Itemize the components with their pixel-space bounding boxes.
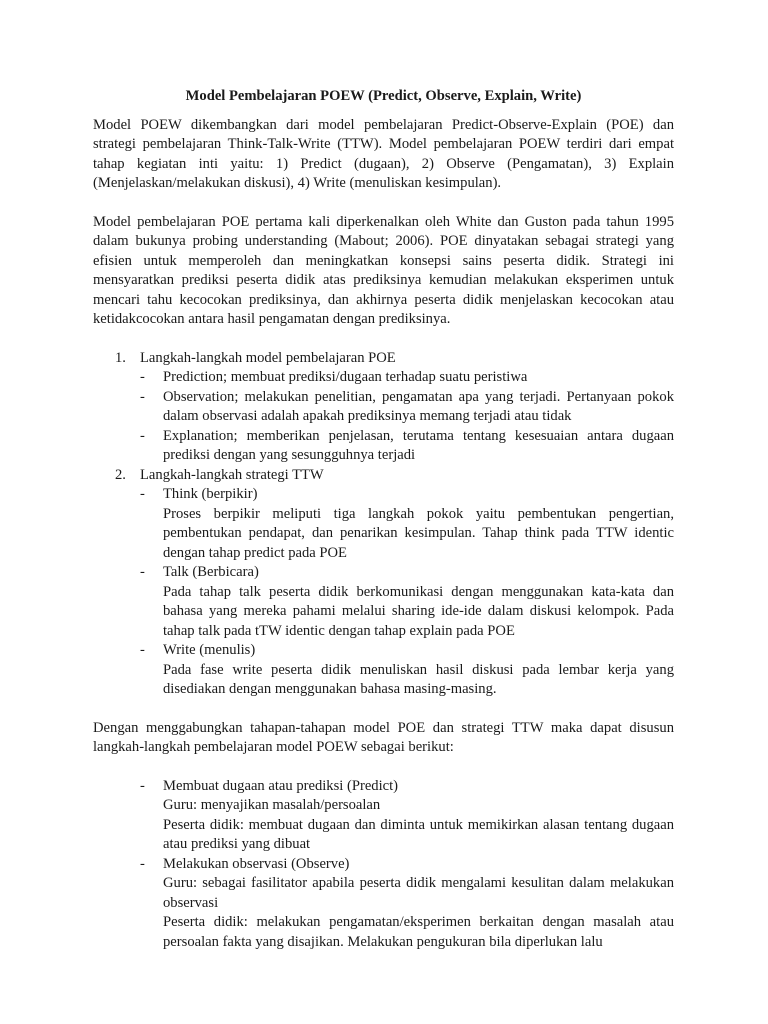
document-page: [93, 87, 674, 952]
ttw-steps-list: [140, 485, 674, 700]
dash-marker: -: [140, 642, 145, 658]
dash-marker: -: [140, 777, 145, 794]
teacher-role-text: Guru: menyajikan masalah/persoalan: [163, 797, 381, 813]
list-item-write: [140, 641, 674, 700]
list-item-think: [140, 485, 674, 563]
paragraph-poew-steps-intro: Dengan menggabungkan tahapan-tahapan model POE dan strategi TTW maka dapat disusun langkah-langkah pembelajaran model POEW sebagai berikut:: [93, 719, 674, 755]
list-item-prediction: [140, 368, 674, 388]
numbered-item-ttw-steps: [93, 466, 674, 700]
dash-marker: -: [140, 388, 145, 405]
student-role-text: Peserta didik: melakukan pengamatan/eksperimen berkaitan dengan masalah atau persoalan fakta yang disajikan. Melakukan pengukuran bila diperlukan lalu: [163, 914, 674, 950]
list-item-explanation: [140, 427, 674, 466]
list-item-text: Observation; melakukan penelitian, pengamatan apa yang terjadi. Pertanyaan pokok dalam observasi adalah apakah prediksinya memang terjadi atau tidak: [163, 388, 674, 424]
numbered-item-poe-steps: [93, 349, 674, 466]
list-item-observation: [140, 388, 674, 427]
list-heading: Langkah-langkah model pembelajaran POE: [140, 349, 396, 366]
poew-steps-list: [140, 777, 674, 953]
list-item-text: Prediction; membuat prediksi/dugaan terhadap suatu peristiwa: [163, 369, 528, 385]
list-heading: Langkah-langkah strategi TTW: [140, 466, 324, 483]
list-item-predict: [140, 777, 674, 855]
teacher-role-text: Guru: sebagai fasilitator apabila peserta didik mengalami kesulitan dalam melakukan observasi: [163, 875, 674, 911]
dash-marker: -: [140, 855, 145, 872]
paragraph-intro: Model POEW dikembangkan dari model pembelajaran Predict-Observe-Explain (POE) dan strategi pembelajaran Think-Talk-Write (TTW). Model pembelajaran POEW terdiri dari empat tahap kegiatan inti yaitu: 1) Predict (dugaan), 2) Observe (Pengamatan), 3) Explain (Menjelaskan/melakukan diskusi), 4) Write (menuliskan kesimpulan).: [93, 116, 674, 191]
list-item-label: Think (berpikir): [163, 486, 258, 502]
poe-steps-list: [140, 368, 674, 466]
list-item-label: Write (menulis): [163, 642, 256, 658]
dash-marker: -: [140, 369, 145, 385]
list-item-label: Talk (Berbicara): [163, 564, 259, 580]
document-title: Model Pembelajaran POEW (Predict, Observe, Explain, Write): [185, 88, 582, 104]
list-item-label: Melakukan observasi (Observe): [163, 855, 350, 872]
paragraph-poe-history: Model pembelajaran POE pertama kali diperkenalkan oleh White dan Guston pada tahun 1995 dalam bukunya probing understanding (Mabout; 2006). POE dinyatakan sebagai strategi yang efisien untuk memperoleh dan meningkatkan konsepsi sains peserta didik. Strategi ini mensyaratkan prediksi peserta didik atas prediksinya kemudian melakukan eksperimen untuk mencari tahu kecocokan prediksinya, dan akhirnya peserta didik menjelaskan kecocokan atau ketidakcocokan antara hasil pengamatan dengan prediksinya.: [93, 213, 674, 327]
list-item-description: Pada tahap talk peserta didik berkomunikasi dengan menggunakan kata-kata dan bahasa yang mereka pahami melalui sharing ide-ide dalam diskusi kelompok. Pada tahap talk pada tTW identic dengan tahap explain pada POE: [163, 583, 674, 639]
dash-marker: -: [140, 486, 145, 502]
list-item-description: Pada fase write peserta didik menuliskan hasil diskusi pada lembar kerja yang disediakan dengan menggunakan bahasa masing-masing.: [163, 661, 674, 697]
list-item-observe: [140, 855, 674, 953]
list-item-talk: [140, 563, 674, 641]
student-role-text: Peserta didik: membuat dugaan dan diminta untuk memikirkan alasan tentang dugaan atau prediksi yang dibuat: [163, 816, 674, 852]
list-item-label: Membuat dugaan atau prediksi (Predict): [163, 777, 399, 794]
list-item-text: Explanation; memberikan penjelasan, terutama tentang kesesuaian antara dugaan prediksi dengan yang sesungguhnya terjadi: [163, 427, 674, 463]
dash-marker: -: [140, 564, 145, 580]
dash-marker: -: [140, 427, 145, 444]
list-item-description: Proses berpikir meliputi tiga langkah pokok yaitu pembentukan pengertian, pembentukan pendapat, dan penarikan kesimpulan. Tahap think pada TTW identic dengan tahap predict pada POE: [163, 505, 674, 561]
list-number: 1.: [115, 349, 126, 366]
numbered-list: [93, 349, 674, 700]
list-number: 2.: [115, 466, 126, 483]
